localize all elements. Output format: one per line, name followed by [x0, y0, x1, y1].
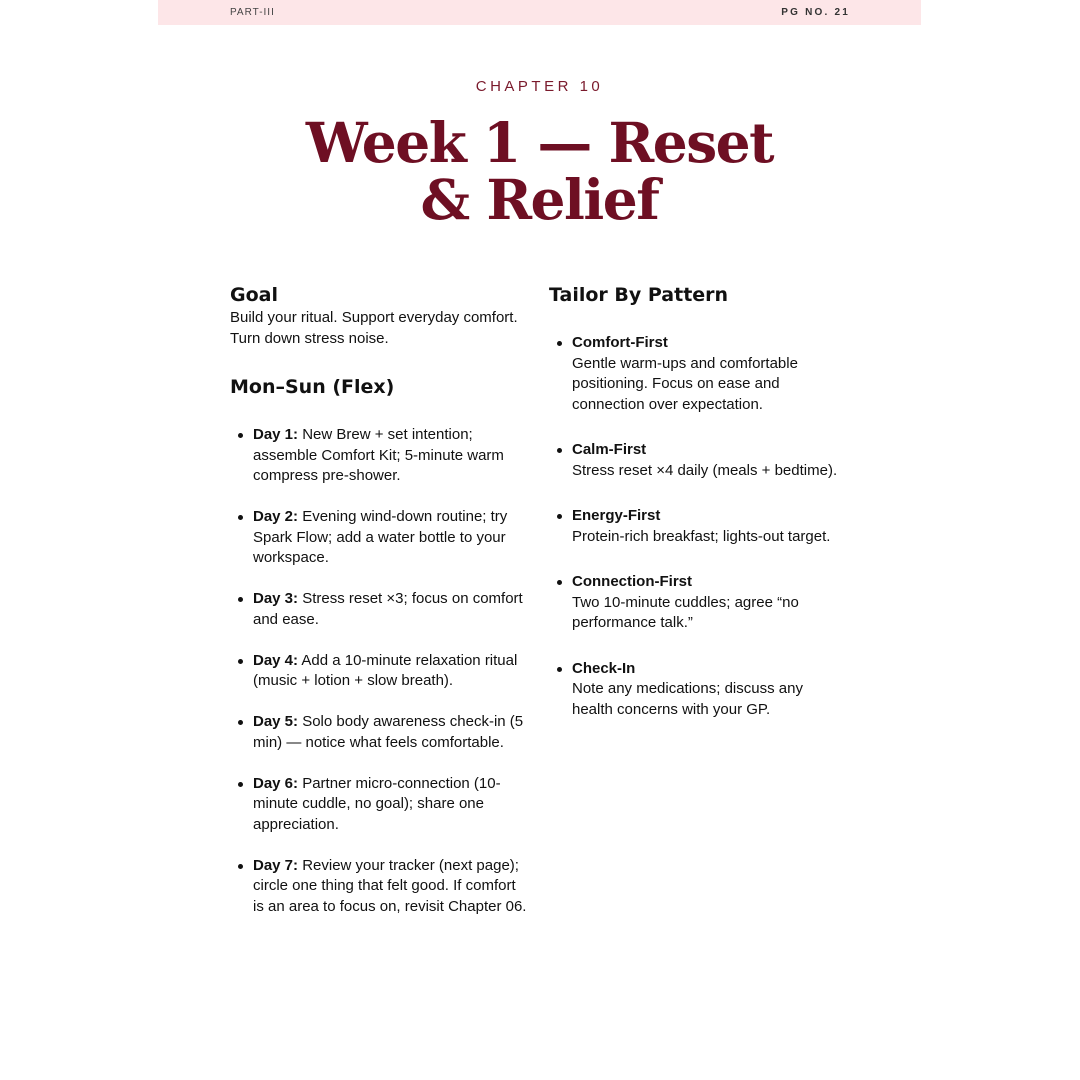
goal-text: Build your ritual. Support everyday comfort. Turn down stress noise. — [230, 309, 518, 347]
document-page — [158, 0, 921, 1080]
pattern-title: Energy-First — [572, 507, 661, 524]
pattern-text: Stress reset ×4 daily (meals + bedtime). — [572, 461, 838, 479]
day-item-6 — [230, 774, 530, 836]
day-label: Day 7: — [253, 856, 299, 874]
day-text: Add a 10-minute relaxation ritual (music + lotion + slow breath). — [253, 651, 518, 689]
day-text: Partner micro-connection (10-minute cuddle, no goal); share one appreciation. — [253, 774, 501, 833]
pattern-item-calm-first — [549, 440, 839, 481]
day-label: Day 2: — [253, 508, 299, 525]
day-item-2 — [230, 507, 530, 569]
day-item-7 — [230, 856, 530, 918]
pattern-item-comfort-first — [549, 333, 839, 415]
pattern-text: Two 10-minute cuddles; agree “no performance talk.” — [572, 593, 799, 631]
goal-heading: Goal — [230, 284, 278, 306]
day-text: Evening wind-down routine; try Spark Flow; add a water bottle to your workspace. — [253, 508, 508, 566]
pattern-item-connection-first — [549, 572, 839, 634]
pattern-text: Protein-rich breakfast; lights-out target. — [572, 527, 831, 545]
pattern-text: Gentle warm-ups and comfortable positioning. Focus on ease and connection over expectation. — [572, 354, 798, 413]
header-band — [158, 0, 921, 25]
left-column — [230, 282, 530, 938]
right-column — [549, 282, 839, 745]
day-label: Day 3: — [253, 590, 299, 607]
day-label: Day 1: — [253, 426, 299, 443]
day-item-4 — [230, 651, 530, 692]
day-list — [230, 425, 530, 917]
schedule-heading: Mon–Sun (Flex) — [230, 376, 395, 398]
pattern-text: Note any medications; discuss any health concerns with your GP. — [572, 680, 803, 718]
day-item-3 — [230, 589, 530, 630]
pattern-title: Calm-First — [572, 441, 647, 458]
day-item-1 — [230, 425, 530, 487]
day-text: Review your tracker (next page); circle one thing that felt good. If comfort is an area to focus on, revisit Chapter 06. — [253, 856, 527, 915]
day-text: Stress reset ×3; focus on comfort and ease. — [253, 590, 523, 628]
pattern-title: Connection-First — [572, 573, 692, 590]
pattern-item-energy-first — [549, 506, 839, 547]
chapter-label: CHAPTER 10 — [475, 78, 604, 95]
tailor-heading: Tailor By Pattern — [549, 284, 729, 306]
page-number: PG NO. 21 — [781, 7, 850, 18]
day-label: Day 6: — [253, 774, 299, 792]
day-label: Day 5: — [253, 713, 299, 730]
chapter-title — [158, 110, 921, 232]
day-text: New Brew + set intention; assemble Comfort Kit; 5-minute warm compress pre-shower. — [253, 426, 504, 484]
pattern-list — [549, 333, 839, 720]
part-label: PART-III — [230, 7, 275, 18]
day-label: Day 4: — [253, 651, 299, 669]
day-text: Solo body awareness check-in (5 min) — notice what feels comfortable. — [253, 713, 524, 751]
chapter-title-line-2: & Relief — [420, 167, 659, 232]
chapter-title-line-1: Week 1 — Reset — [305, 110, 774, 175]
pattern-title: Check-In — [572, 659, 636, 677]
day-item-5 — [230, 712, 530, 753]
pattern-item-check-in — [549, 659, 839, 721]
pattern-title: Comfort-First — [572, 334, 668, 351]
